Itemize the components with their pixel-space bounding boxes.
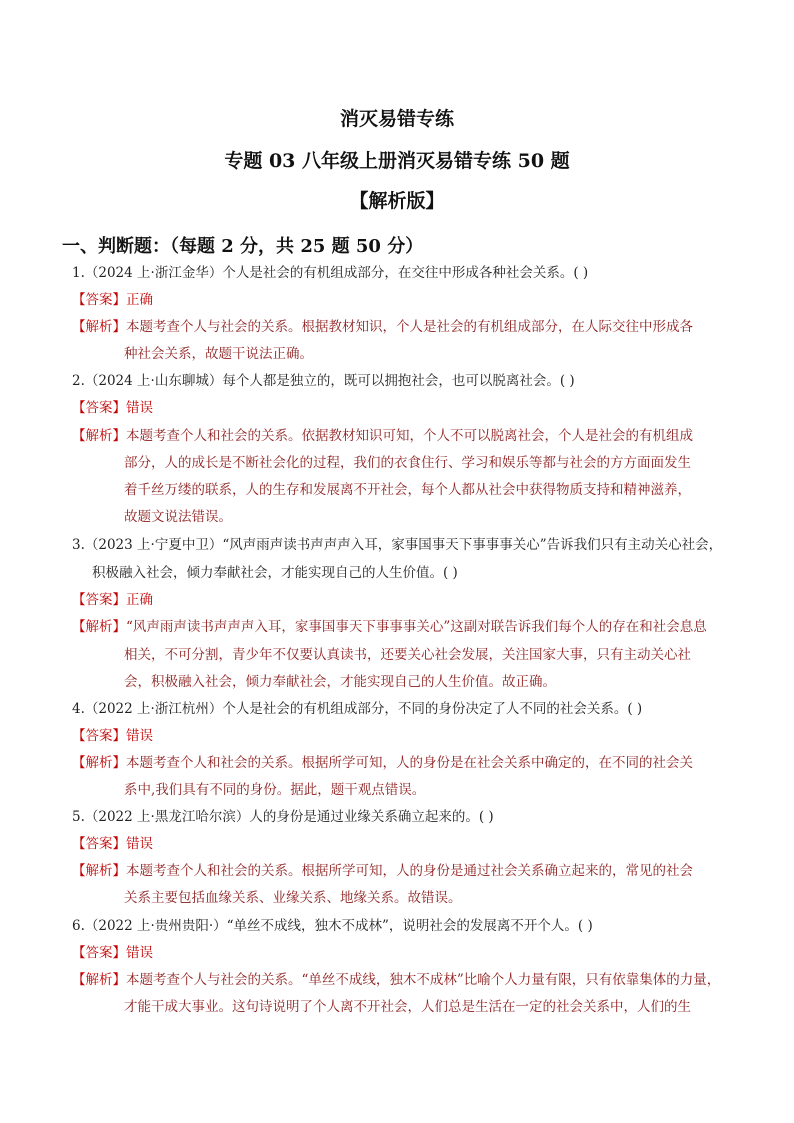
answer-row xyxy=(72,590,153,610)
analysis-text: 本题考查个人和社会的关系。根据所学可知，人的身份是在社会关系中确定的，在不同的社会关 xyxy=(126,755,693,771)
document-subtitle: 专题 03 八年级上册消灭易错专练 50 题 xyxy=(224,150,570,172)
question-stem: 3.（2023 上·宁夏中卫）“风声雨声读书声声声入耳，家事国事天下事事事关心”告诉我们只有主动关心社会， xyxy=(72,537,723,553)
analysis-text: 部分，人的成长是不断社会化的过程，我们的衣食住行、学习和娱乐等都与社会的方方面面发生 xyxy=(124,455,691,471)
answer-value: 错误 xyxy=(126,400,153,416)
answer-tag: 【答案】 xyxy=(72,292,126,308)
answer-row xyxy=(72,834,153,854)
analysis-row xyxy=(72,753,693,773)
analysis-text: 关系主要包括血缘关系、业缘关系、地缘关系。故错误。 xyxy=(124,890,462,906)
analysis-text: 本题考查个人和社会的关系。根据所学可知，人的身份是通过社会关系确立起来的，常见的社会 xyxy=(126,863,693,879)
answer-value: 错误 xyxy=(126,945,153,961)
answer-tag: 【答案】 xyxy=(72,836,126,852)
analysis-row xyxy=(72,970,720,990)
analysis-text: “风声雨声读书声声声入耳，家事国事天下事事事关心”这副对联告诉我们每个人的存在和社会息息 xyxy=(126,619,707,635)
analysis-tag: 【解析】 xyxy=(72,755,126,771)
answer-value: 正确 xyxy=(126,592,153,608)
analysis-text: 才能干成大事业。这句诗说明了个人离不开社会，人们总是生活在一定的社会关系中，人们的生 xyxy=(124,999,691,1015)
analysis-text: 本题考查个人与社会的关系。“单丝不成线，独木不成林”比喻个人力量有限，只有依靠集体的力量， xyxy=(126,972,721,988)
analysis-row xyxy=(72,861,693,881)
answer-row xyxy=(72,290,153,310)
analysis-row xyxy=(72,617,707,637)
analysis-tag: 【解析】 xyxy=(72,319,126,335)
analysis-text: 本题考查个人和社会的关系。依据教材知识可知，个人不可以脱离社会，个人是社会的有机组成 xyxy=(126,428,693,444)
question-stem: 6.（2022 上·贵州贵阳·）“单丝不成线，独木不成林”，说明社会的发展离不开个人。( ) xyxy=(72,918,593,934)
answer-tag: 【答案】 xyxy=(72,945,126,961)
question-stem: 积极融入社会，倾力奉献社会，才能实现自己的人生价值。( ) xyxy=(92,565,458,581)
analysis-text: 着千丝万缕的联系，人的生存和发展离不开社会，每个人都从社会中获得物质支持和精神滋养， xyxy=(124,482,691,498)
question-stem: 2.（2024 上·山东聊城）每个人都是独立的，既可以拥抱社会，也可以脱离社会。( ) xyxy=(72,373,575,389)
analysis-tag: 【解析】 xyxy=(72,619,126,635)
answer-tag: 【答案】 xyxy=(72,728,126,744)
answer-row xyxy=(72,398,153,418)
analysis-tag: 【解析】 xyxy=(72,428,126,444)
question-stem: 1.（2024 上·浙江金华）个人是社会的有机组成部分，在交往中形成各种社会关系。( ) xyxy=(72,265,589,281)
question-stem: 4.（2022 上·浙江杭州）个人是社会的有机组成部分，不同的身份决定了人不同的社会关系。( ) xyxy=(72,701,643,717)
analysis-tag: 【解析】 xyxy=(72,863,126,879)
analysis-text: 本题考查个人与社会的关系。根据教材知识，个人是社会的有机组成部分，在人际交往中形成各 xyxy=(126,319,693,335)
analysis-text: 故题文说法错误。 xyxy=(124,509,232,525)
analysis-text: 系中,我们具有不同的身份。据此，题干观点错误。 xyxy=(124,782,426,798)
analysis-text: 相关，不可分割，青少年不仅要认真读书，还要关心社会发展，关注国家大事，只有主动关心社 xyxy=(124,647,691,663)
answer-value: 正确 xyxy=(126,292,153,308)
answer-value: 错误 xyxy=(126,836,153,852)
analysis-row xyxy=(72,317,693,337)
section-heading: 一、判断题：（每题 2 分，共 25 题 50 分） xyxy=(62,236,424,257)
answer-value: 错误 xyxy=(126,728,153,744)
analysis-text: 种社会关系，故题干说法正确。 xyxy=(124,346,313,362)
analysis-tag: 【解析】 xyxy=(72,972,126,988)
answer-tag: 【答案】 xyxy=(72,592,126,608)
document-title: 消灭易错专练 xyxy=(339,108,454,130)
analysis-text: 会，积极融入社会，倾力奉献社会，才能实现自己的人生价值。故正确。 xyxy=(124,674,556,690)
question-stem: 5.（2022 上·黑龙江哈尔滨）人的身份是通过业缘关系确立起来的。( ) xyxy=(72,809,494,825)
analysis-row xyxy=(72,426,693,446)
answer-tag: 【答案】 xyxy=(72,400,126,416)
version-label: 【解析版】 xyxy=(349,190,445,212)
answer-row xyxy=(72,943,153,963)
answer-row xyxy=(72,726,153,746)
